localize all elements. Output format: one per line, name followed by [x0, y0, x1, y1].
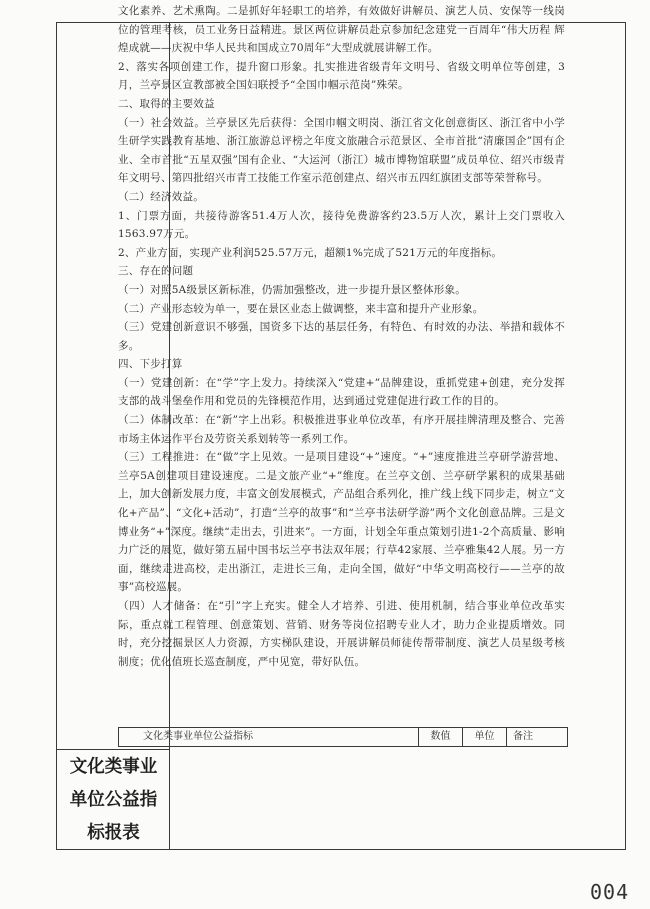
paragraph: （一）对照5A级景区新标准，仍需加强整改，进一步提升景区整体形象。	[118, 283, 467, 296]
value-header: 数值	[419, 728, 463, 746]
index-name-header: 文化类事业单位公益指标	[119, 728, 419, 746]
paragraph: （一）社会效益。兰亭景区先后获得：全国巾帼文明岗、浙江省文化创意街区、浙江省中小学生研学实践教育基地、浙江旅游总评榜之年度文旅融合示范景区、全市首批“清廉国企”国有企业、全市首批“五星双强”国有企业、“大运河（浙江）城市博物馆联盟”成员单位、绍兴市级青年文明号、第四批绍兴市青工技能工作室示范创建点、绍兴市五四红旗团支部等荣誉称号。	[118, 116, 565, 185]
section-heading: 三、存在的问题	[118, 265, 194, 278]
paragraph: （一）党建创新：在“学”字上发力。持续深入“党建+”品牌建设，重抓党建+创建，充分发挥支部的战斗堡垒作用和党员的先锋模范作用，达到通过党建促进行政工作的目的。	[118, 376, 565, 408]
page-number: 004	[590, 880, 630, 904]
paragraph: （三）党建创新意识不够强，国资多下达的基层任务，有特色、有时效的办法、举措和载体不多。	[118, 321, 565, 352]
section-heading: 二、取得的主要效益	[118, 97, 215, 110]
paragraph: 1、门票方面，共接待游客51.4万人次，接待免费游客约23.5万人次，累计上交门票收入1563.97万元。	[118, 209, 565, 241]
paragraph: （三）工程推进：在“做”字上见效。一是项目建设“+”速度。“+”速度推进兰亭研学游营地、兰亭5A创建项目建设速度。二是文旅产业“+”维度。在兰亭文创、兰亭研学累积的成果基础上，加大创新发展力度，丰富文创发展模式，产品组合系列化，推广线上线下同步走，树立“文化+产品”、“文化+活动”，打造“兰亭的故事”和“兰亭书法研学游”两个文化创意品牌。三是文博业务“+”深度。继续“走出去，引进来”。一方面，计划全年重点策划引进1-2个高质量、影响力广泛的展览，做好第五届中国书坛兰亭书法双年展；行草42家展、兰亭雅集42人展。另一方面，继续走进高校，走出浙江，走进长三角，走向全国，做好“中华文明高校行——兰亭的故事”高校巡展。	[118, 451, 565, 594]
paragraph: （四）人才储备：在“引”字上充实。健全人才培养、引进、使用机制，结合事业单位改革实际，重点就工程管理、创意策划、营销、财务等岗位招聘专业人才，助力企业提质增效。同时，充分挖掘景区人力资源，方实梯队建设，开展讲解员师徒传帮带制度、演艺人员星级考核制度；优化值班长巡查制度，严中见宽，带好队伍。	[118, 600, 565, 668]
paragraph: 文化素养、艺术熏陶。二是抓好年轻职工的培养，有效做好讲解员、演艺人员、安保等一线岗位的管理考核，员工业务日益精进。景区两位讲解员赴京参加纪念建党一百周年“伟大历程 辉煌成就——庆祝中华人民共和国成立70周年”大型成就展讲解工作。	[118, 5, 565, 55]
section-label: 文化类事业单位公益指标报表	[69, 757, 158, 843]
paragraph: 2、落实各项创建工作，提升窗口形象。扎实推进省级青年文明号、省级文明单位等创建，3月，兰亭景区宣教部被全国妇联授予“全国巾帼示范岗”殊荣。	[118, 60, 565, 92]
remark-header: 备注	[513, 731, 533, 742]
paragraph: 2、产业方面，实现产业利润525.57万元，超额1%完成了521万元的年度指标。	[118, 246, 503, 259]
left-label-cell	[57, 749, 170, 851]
index-table-header	[118, 727, 568, 747]
section-heading: 四、下步打算	[118, 358, 183, 371]
paragraph: （二）体制改革：在“新”字上出彩。积极推进事业单位改革，有序开展挂牌清理及整合、完善市场主体运作平台及劳资关系划转等一系列工作。	[118, 414, 565, 445]
unit-header: 单位	[463, 728, 507, 746]
subsection-heading: （二）经济效益。	[118, 190, 204, 203]
paragraph: （二）产业形态较为单一，要在景区业态上做调整，来丰富和提升产业形象。	[118, 302, 484, 315]
report-content	[118, 2, 565, 724]
